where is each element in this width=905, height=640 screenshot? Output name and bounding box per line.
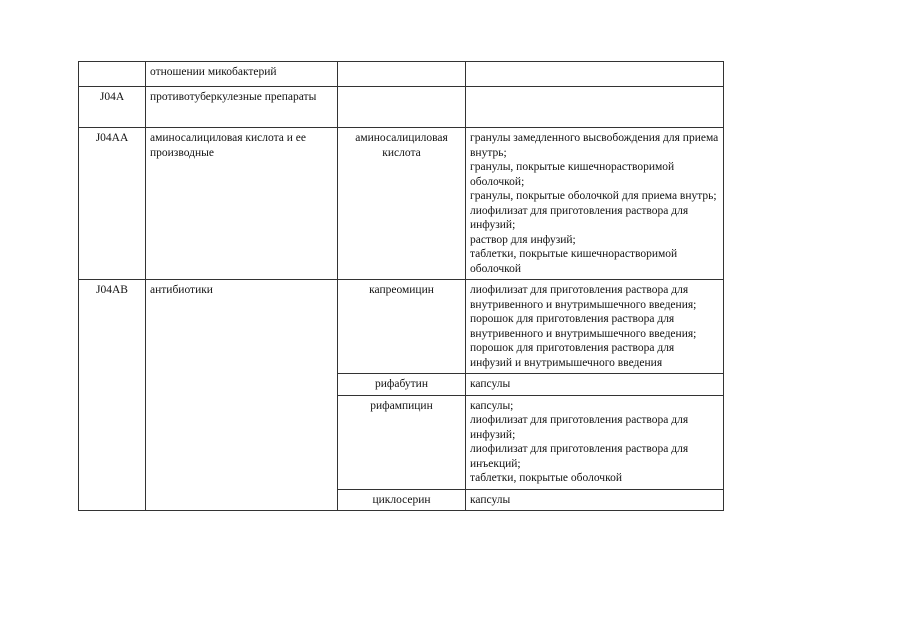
dosage-form-cell: [466, 62, 724, 87]
atc-code-cell: J04AA: [79, 128, 146, 280]
atc-code-cell: J04A: [79, 87, 146, 128]
atc-group-cell: противотуберкулезные препараты: [146, 87, 338, 128]
table-row: [79, 87, 724, 128]
atc-group-cell: аминосалициловая кислота и ее производные: [146, 128, 338, 280]
inn-cell: [338, 62, 466, 87]
atc-code-cell: J04AB: [79, 280, 146, 511]
inn-cell: [338, 87, 466, 128]
atc-code-cell: [79, 62, 146, 87]
inn-cell: капреомицин: [338, 280, 466, 374]
dosage-form-cell: [466, 87, 724, 128]
dosage-form-cell: лиофилизат для приготовления раствора для внутривенного и внутримышечного введения; порошок для приготовления раствора для внутривенного и внутримышечного введения; порошок для приготовления раствора для инфузий и внутримышечного введения: [466, 280, 724, 374]
table-row: [79, 62, 724, 87]
inn-cell: циклосерин: [338, 489, 466, 511]
inn-cell: рифампицин: [338, 395, 466, 489]
table-row: [79, 280, 724, 374]
dosage-form-cell: капсулы: [466, 374, 724, 396]
drug-table: [78, 61, 724, 511]
dosage-form-cell: капсулы; лиофилизат для приготовления раствора для инфузий; лиофилизат для приготовления раствора для инъекций; таблетки, покрытые оболочкой: [466, 395, 724, 489]
dosage-form-cell: капсулы: [466, 489, 724, 511]
atc-group-cell: антибиотики: [146, 280, 338, 511]
atc-group-cell: отношении микобактерий: [146, 62, 338, 87]
inn-cell: аминосалициловая кислота: [338, 128, 466, 280]
dosage-form-cell: гранулы замедленного высвобождения для приема внутрь; гранулы, покрытые кишечнорастворимой оболочкой; гранулы, покрытые оболочкой для приема внутрь; лиофилизат для приготовления раствора для инфузий; раствор для инфузий; таблетки, покрытые кишечнорастворимой оболочкой: [466, 128, 724, 280]
inn-cell: рифабутин: [338, 374, 466, 396]
table-row: [79, 128, 724, 280]
